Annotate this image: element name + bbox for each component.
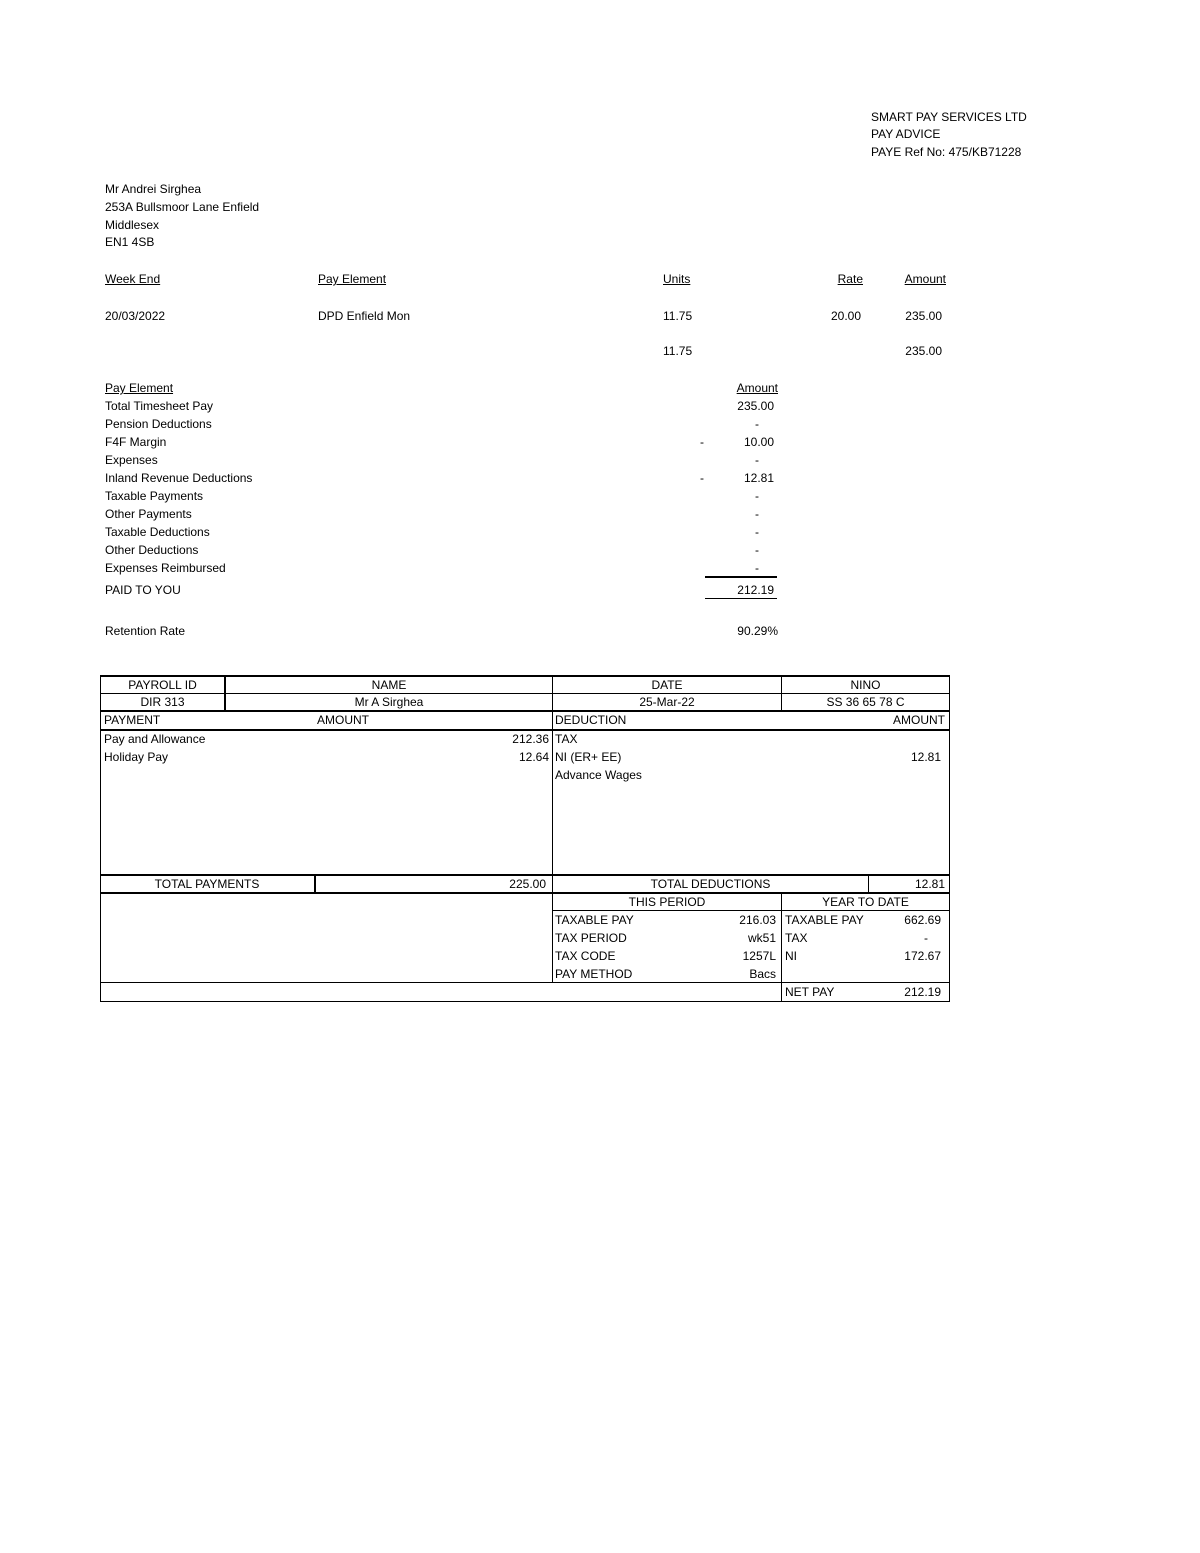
summary-row-amount: - (755, 525, 759, 539)
net-pay-label: NET PAY (785, 985, 835, 999)
header-nino: NINO (850, 678, 881, 692)
summary-row-amount: 10.00 (743, 435, 774, 449)
this-period-value: 1257L (742, 949, 776, 963)
summary-row-amount: - (755, 543, 759, 557)
summary-row-label: Expenses (105, 453, 158, 467)
summary-row-amount: 12.81 (743, 471, 774, 485)
summary-row-label: Inland Revenue Deductions (105, 471, 253, 485)
employee-postcode: EN1 4SB (105, 235, 155, 249)
payroll-id-value: DIR 313 (140, 695, 185, 709)
summary-row-label: Taxable Payments (105, 489, 204, 503)
header-date: DATE (651, 678, 683, 692)
summary-row-label: Total Timesheet Pay (105, 399, 214, 413)
summary-row-amount: - (755, 507, 759, 521)
timesheet-total-units: 11.75 (663, 344, 693, 358)
header-payroll-id: PAYROLL ID (128, 678, 197, 692)
header-units: Units (663, 272, 691, 286)
this-period-label: TAXABLE PAY (555, 913, 634, 927)
total-payments-amount: 225.00 (509, 877, 546, 891)
header-deduction-amount: AMOUNT (893, 713, 945, 727)
summary-row-amount: - (755, 453, 759, 467)
summary-row-label: Pension Deductions (105, 417, 212, 431)
paid-to-you-amount: 212.19 (737, 583, 774, 597)
summary-row-sign: - (700, 471, 704, 485)
this-period-label: PAY METHOD (555, 967, 633, 981)
ytd-label: TAXABLE PAY (785, 913, 864, 927)
total-rule-top (705, 576, 777, 578)
timesheet-pay-element: DPD Enfield Mon (318, 309, 411, 323)
payment-amount: 212.36 (512, 732, 549, 746)
header-payment: PAYMENT (104, 713, 161, 727)
summary-row-sign: - (700, 435, 704, 449)
employee-name: Mr Andrei Sirghea (105, 182, 202, 196)
this-period-label: TAX PERIOD (555, 931, 627, 945)
timesheet-units: 11.75 (663, 309, 693, 323)
paid-to-you-label: PAID TO YOU (105, 583, 181, 597)
retention-rate-label: Retention Rate (105, 624, 186, 638)
document-title: PAY ADVICE (871, 127, 941, 141)
summary-row-label: Expenses Reimbursed (105, 561, 226, 575)
deduction-label: NI (ER+ EE) (555, 750, 622, 764)
summary-row-label: Other Deductions (105, 543, 199, 557)
this-period-header: THIS PERIOD (628, 895, 706, 909)
summary-row-label: Other Payments (105, 507, 192, 521)
payslip-date: 25-Mar-22 (639, 695, 695, 709)
summary-row-amount: - (755, 417, 759, 431)
summary-row-amount: 235.00 (737, 399, 774, 413)
summary-row-label: F4F Margin (105, 435, 167, 449)
employee-address-line2: Middlesex (105, 218, 160, 232)
deduction-label: TAX (555, 732, 578, 746)
ytd-label: TAX (785, 931, 808, 945)
nino-value: SS 36 65 78 C (826, 695, 905, 709)
deduction-amount: 12.81 (910, 750, 941, 764)
net-pay-amount: 212.19 (904, 985, 941, 999)
payment-label: Pay and Allowance (104, 732, 206, 746)
ytd-value: - (924, 931, 928, 945)
this-period-value: wk51 (747, 931, 776, 945)
this-period-label: TAX CODE (555, 949, 616, 963)
header-name: NAME (371, 678, 407, 692)
header-deduction: DEDUCTION (555, 713, 627, 727)
deduction-label: Advance Wages (555, 768, 642, 782)
summary-header-element: Pay Element (105, 381, 174, 395)
summary-header-amount: Amount (736, 381, 778, 395)
year-to-date-header: YEAR TO DATE (822, 895, 909, 909)
employee-address-line1: 253A Bullsmoor Lane Enfield (105, 200, 260, 214)
total-rule-bottom (705, 598, 777, 599)
ytd-value: 172.67 (904, 949, 941, 963)
summary-row-label: Taxable Deductions (105, 525, 210, 539)
timesheet-rate: 20.00 (830, 309, 861, 323)
timesheet-total-amount: 235.00 (905, 344, 942, 358)
ytd-label: NI (785, 949, 797, 963)
ytd-value: 662.69 (904, 913, 941, 927)
timesheet-amount: 235.00 (905, 309, 942, 323)
retention-rate-value: 90.29% (737, 624, 778, 638)
this-period-value: Bacs (749, 967, 776, 981)
header-amount: Amount (904, 272, 946, 286)
header-pay-element: Pay Element (318, 272, 387, 286)
header-payment-amount: AMOUNT (317, 713, 369, 727)
payslip-table (100, 675, 950, 1002)
header-week-end: Week End (105, 272, 161, 286)
timesheet-week-end: 20/03/2022 (105, 309, 166, 323)
total-deductions-label: TOTAL DEDUCTIONS (650, 877, 771, 891)
summary-row-amount: - (755, 561, 759, 575)
total-payments-label: TOTAL PAYMENTS (154, 877, 260, 891)
payment-amount: 12.64 (518, 750, 549, 764)
header-rate: Rate (837, 272, 863, 286)
paye-reference: PAYE Ref No: 475/KB71228 (871, 145, 1022, 159)
this-period-value: 216.03 (739, 913, 776, 927)
payment-label: Holiday Pay (104, 750, 169, 764)
summary-row-amount: - (755, 489, 759, 503)
total-deductions-amount: 12.81 (914, 877, 945, 891)
company-name: SMART PAY SERVICES LTD (871, 110, 1027, 124)
employee-short-name: Mr A Sirghea (354, 695, 424, 709)
